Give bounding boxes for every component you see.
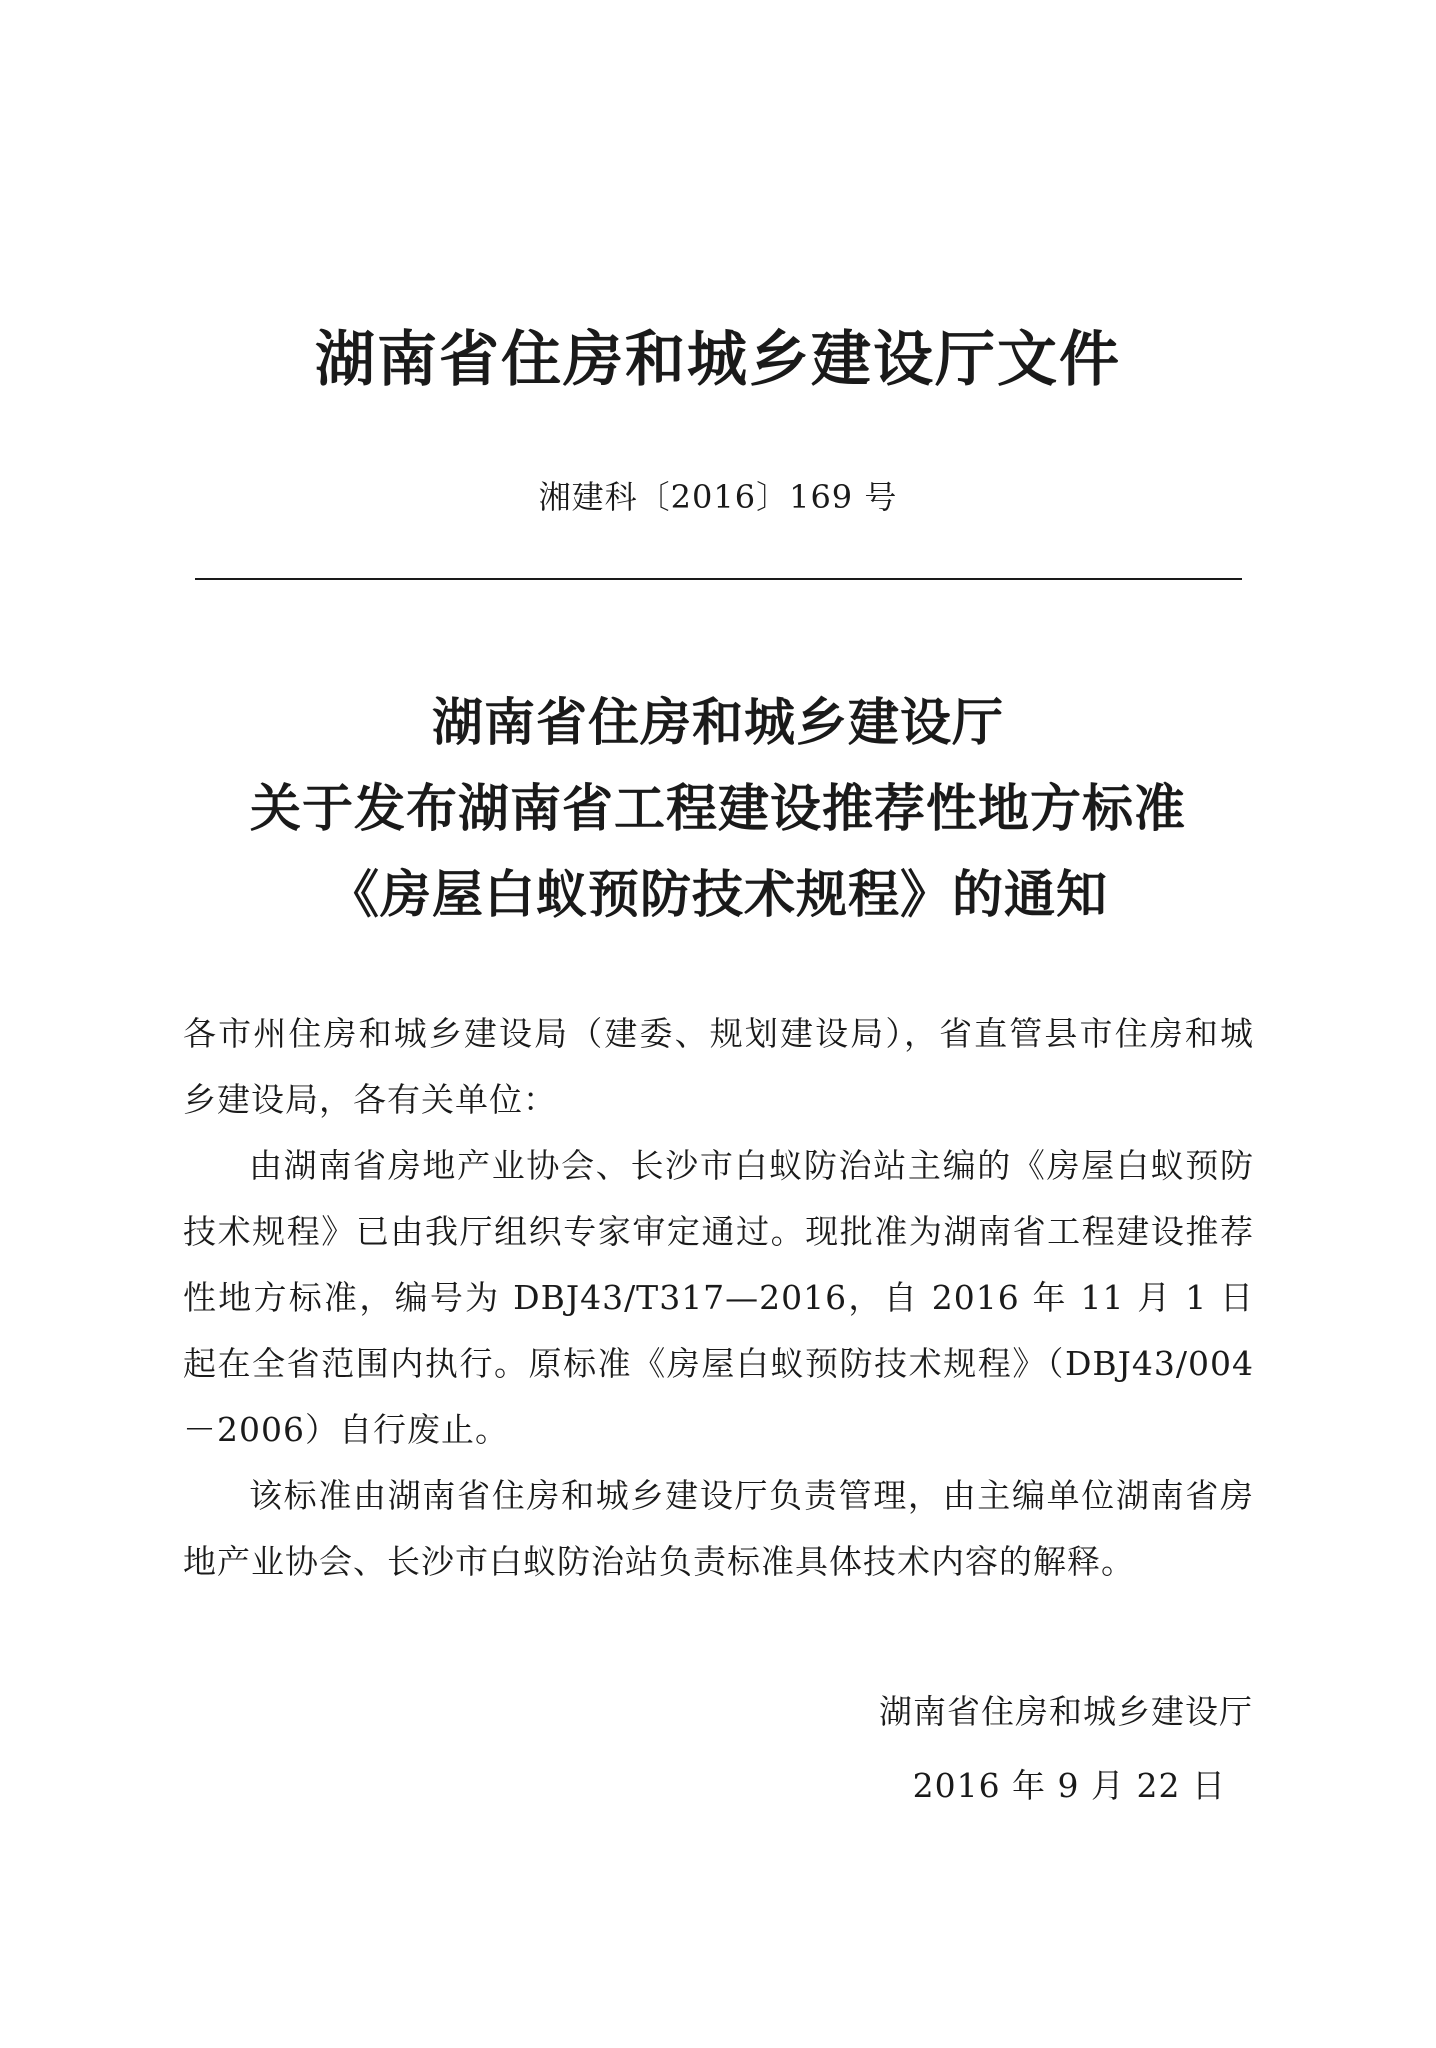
signature-organization: 湖南省住房和城乡建设厅 (879, 1692, 1253, 1731)
signature-date: 2016 年 9 月 22 日 (912, 1766, 1226, 1805)
addressee: 各市州住房和城乡建设局（建委、规划建设局），省直管县市住房和城乡建设局，各有关单位： (183, 1014, 1254, 1119)
header-divider (195, 578, 1242, 580)
notice-title-line-2: 关于发布湖南省工程建设推荐性地方标准 (249, 779, 1186, 839)
notice-title (0, 680, 1436, 938)
document-number: 湘建科〔2016〕169 号 (538, 478, 898, 516)
issuer-title: 湖南省住房和城乡建设厅文件 (315, 325, 1121, 395)
notice-title-line-1: 湖南省住房和城乡建设厅 (431, 693, 1004, 753)
notice-title-line-3: 《房屋白蚁预防技术规程》的通知 (327, 865, 1108, 925)
notice-body (183, 1001, 1254, 1595)
body-paragraph-1: 由湖南省房地产业协会、长沙市白蚁防治站主编的《房屋白蚁预防技术规程》已由我厅组织专家审定通过。现批准为湖南省工程建设推荐性地方标准，编号为 DBJ43/T317—2016，自 2016 年 11 月 1 日起在全省范围内执行。原标准《房屋白蚁预防技术规程》（DBJ43/004－2006）自行废止。 (183, 1146, 1254, 1449)
body-paragraph-2: 该标准由湖南省住房和城乡建设厅负责管理，由主编单位湖南省房地产业协会、长沙市白蚁防治站负责标准具体技术内容的解释。 (183, 1476, 1254, 1581)
